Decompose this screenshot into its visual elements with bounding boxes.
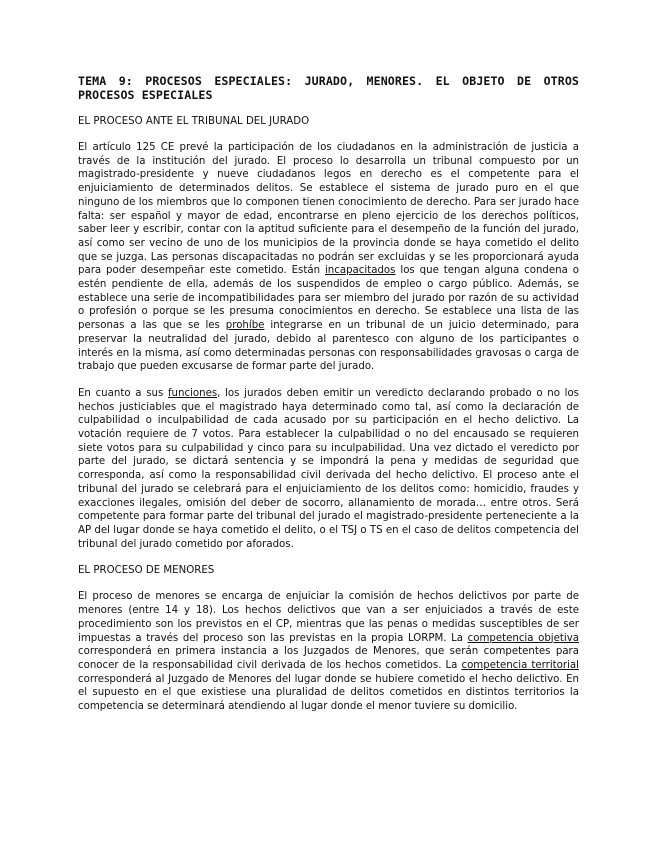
underlined-term-competencia-objetiva: competencia objetiva	[467, 632, 579, 644]
section-heading-menores: EL PROCESO DE MENORES	[78, 565, 215, 577]
document-title: TEMA 9: PROCESOS ESPECIALES: JURADO, MENORES. EL OBJETO DE OTROS PROCESOS ESPECIALES	[78, 74, 579, 102]
paragraph-jurado-1	[78, 141, 579, 374]
text-run: En cuanto a sus	[78, 387, 168, 399]
text-run: los que tengan alguna condena o estén pendiente de ella, además de los suspendidos de empleo o cargo público. Además, se establece una serie de incompatibilidades para ser miembro del jurado por razón de su actividad o profesión o porque se les presuma conocimientos en derecho. Se establece una lista de las personas a las que se les	[78, 265, 579, 332]
text-run: El proceso de menores se encarga de enjuiciar la comisión de hechos delictivos por parte de menores (entre 14 y 18). Los hechos delictivos que van a ser enjuiciados a través de este procedimiento son los previstos en el CP, mientras que las penas o medidas susceptibles de ser impuestas a través del proceso son las previstas en la propia LORPM. La	[78, 591, 579, 644]
text-run: , los jurados deben emitir un veredicto declarando probado o no los hechos justiciables que el magistrado haya determinado como tal, así como la declaración de culpabilidad o inculpabilidad de cada acusado por su participación en el hecho delictivo. La votación requiere de 7 votos. Para establecer la culpabilidad o no del encausado se requieren siete votos para su culpabilidad y cinco para su inculpabilidad. Una vez dictado el veredicto por parte del jurado, se dictará sentencia y se impondrá la pena y medidas de seguridad que corresponda, así como la responsabilidad civil derivada del hecho delictivo. El proceso ante el tribunal del jurado se celebrará para el enjuiciamiento de los delitos como: homicidio, fraudes y exacciones ilegales, omisión del deber de socorro, allanamiento de morada… entre otros. Será competente para formar parte del tribunal del jurado el magistrado-presidente perteneciente a la AP del lugar donde se haya cometido el delito, o el TSJ o TS en el caso de delitos competencia del tribunal del jurado cometido por aforados.	[78, 387, 579, 550]
text-run: integrarse en un tribunal de un juicio determinado, para preservar la neutralidad del jurado, debido al parentesco con alguno de los participantes o interés en la misma, así como determinadas personas con responsabilidades gravosas o carga de trabajo que pueden excusarse de formar parte del jurado.	[78, 320, 579, 373]
text-run: El artículo 125 CE prevé la participación de los ciudadanos en la administración de justicia a través de la institución del jurado. El proceso lo desarrolla un tribunal compuesto por un magistrado-presidente y nueve ciudadanos legos en derecho es el competente para el enjuiciamiento de determinados delitos. Se establece el sistema de jurado puro en el que ninguno de los miembros que lo componen tienen conocimiento de derecho. Para ser jurado hace falta: ser español y mayor de edad, encontrarse en pleno ejercicio de los derechos políticos, saber leer y escribir, contar con la aptitud suficiente para el desempeño de la función del jurado, así como ser vecino de uno de los municipios de la provincia donde se haya cometido el delito que se juzga. Las personas discapacitadas no podrán ser excluidas y se les proporcionará ayuda para poder desempeñar este cometido. Están	[78, 142, 579, 277]
underlined-term-funciones: funciones	[167, 387, 218, 399]
underlined-term-competencia-territorial: competencia territorial	[461, 659, 579, 671]
section-heading-jurado: EL PROCESO ANTE EL TRIBUNAL DEL JURADO	[78, 116, 310, 127]
underlined-term-incapacitados: incapacitados	[324, 265, 396, 277]
paragraph-jurado-2	[78, 387, 579, 551]
text-run: corresponderá al Juzgado de Menores del lugar donde se hubiere cometido el hecho delictivo. En el supuesto en el que existiese una pluralidad de delitos cometidos en distintos territorios la competencia se determinará atendiendo al lugar donde el menor tuviere su domicilio.	[78, 673, 579, 713]
text-run: corresponderá en primera instancia a los Juzgados de Menores, que serán competentes para conocer de la responsabilidad civil derivada de los hechos cometidos. La	[78, 646, 579, 671]
paragraph-menores-1	[78, 590, 579, 713]
underlined-term-prohibe: prohíbe	[225, 320, 265, 332]
